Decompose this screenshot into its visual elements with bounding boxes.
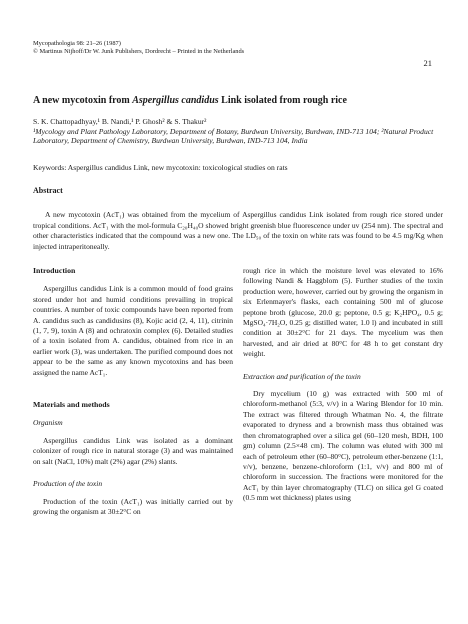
organism-text: Aspergillus candidus Link was isolated as a dominant colonizer of rough rice in natural storage (3) and was maintained on salt (NaCl, 10%) malt (2%) agar (2%) slants. bbox=[33, 435, 233, 466]
page-number: 21 bbox=[423, 58, 432, 68]
abstract-text: A new mycotoxin (AcT₁) was obtained from the mycelium of Aspergillus candidus Link isolated from rough rice stored under tropical conditions. AcT₁ with the mol-formula C₂₀H₄₀O showed bright greenish blue fluorescence under uv (254 nm). The spectral and other characteristics indicated that the compound was a new one. The LD₅₀ of the toxin on white rats was found to be 4.5 mg/Kg when injected intraperitoneally. bbox=[33, 210, 443, 251]
extraction-heading: Extraction and purification of the toxin bbox=[243, 371, 361, 381]
right-column bbox=[243, 266, 443, 516]
journal-info bbox=[33, 40, 244, 56]
title-prefix: A new mycotoxin from bbox=[33, 95, 133, 106]
introduction-text: Aspergillus candidus Link is a common mould of food grains stored under hot and humid conditions prevailing in tropical countries. A number of toxic compounds have been reported from A. candidus such as candidusins (8), Kojic acid (2, 4, 11), citrinin (1, 7, 9), toxin A (8) and ochratoxin complex (6). Detailed studies of a toxin isolated from A. candidus, obtained from rice in an earlier work (3), was undertaken. The purified compound does not appear to be the same as any known mycotoxins and has been assigned the name AcT₁. bbox=[33, 284, 233, 377]
extraction-text: Dry mycelium (10 g) was extracted with 500 ml of chloroform-methanol (5:3, v/v) in a Waring Blendor for 10 min. The extract was filtered through Whatman No. 4, the filtrate evaporated to dryness and a brownish mass thus obtained was then chromatographed over a silica gel (60–120 mesh, BDH, 100 gm) column (2.5×48 cm). The column was eluted with 300 ml each of petroleum ether (60–80°C), petroleum ether-benzene (1:1, v/v), benzene, benzene-chloroform (1:1, v/v) and 800 ml of chloroform in succession. The fractions were monitored for the AcT₁ by thin layer chromatography (TLC) on silica gel G coated (0.5 mm wet thickness) plates using bbox=[243, 389, 443, 503]
production-text-continued: rough rice in which the moisture level was elevated to 16% following Nandi & Haggblom (5). Further studies of the toxin production were, however, carried out by growing the organism in six Erlenmayer's flasks, each containing 500 ml of glucose peptone broth (glucose, 20.0 g; peptone, 0.5 g; K₂HPO₄, 0.5 g; MgSO₄·7H₂O, 0.25 g; distilled water, 1.0 l) and incubated in still condition at 30±2°C for 21 days. The mycelium was then harvested, and air dried at 80°C for 48 h to get constant dry weight. bbox=[243, 266, 443, 359]
paper-title bbox=[33, 95, 443, 106]
author-list: S. K. Chattopadhyay,¹ B. Nandi,¹ P. Ghosh² & S. Thakur² bbox=[33, 117, 207, 126]
journal-citation: Mycopathologia 98: 21–26 (1987) bbox=[33, 40, 121, 47]
author-block bbox=[33, 117, 443, 146]
abstract-heading: Abstract bbox=[33, 186, 63, 195]
organism-heading: Organism bbox=[33, 418, 63, 428]
methods-heading: Materials and methods bbox=[33, 400, 110, 410]
keywords: Keywords: Aspergillus candidus Link, new mycotoxin: toxicological studies on rats bbox=[33, 163, 288, 172]
introduction-heading: Introduction bbox=[33, 266, 76, 275]
affiliations: ¹Mycology and Plant Pathology Laboratory, Department of Botany, Burdwan University, Burdwan, IND-713 104; ²Natural Product Laboratory, Department of Chemistry, Burdwan University, Burdwan, IND-713 104, India bbox=[33, 126, 434, 146]
left-column bbox=[33, 266, 233, 529]
title-species: Aspergillus candidus bbox=[132, 95, 219, 106]
production-heading: Production of the toxin bbox=[33, 479, 103, 489]
publisher-line: © Martinus Nijhoff/Dr W. Junk Publishers, Dordrecht – Printed in the Netherlands bbox=[33, 48, 245, 56]
production-text: Production of the toxin (AcT₁) was initially carried out by growing the organism at 30±2°C on bbox=[33, 496, 233, 516]
title-suffix: Link isolated from rough rice bbox=[218, 95, 347, 106]
